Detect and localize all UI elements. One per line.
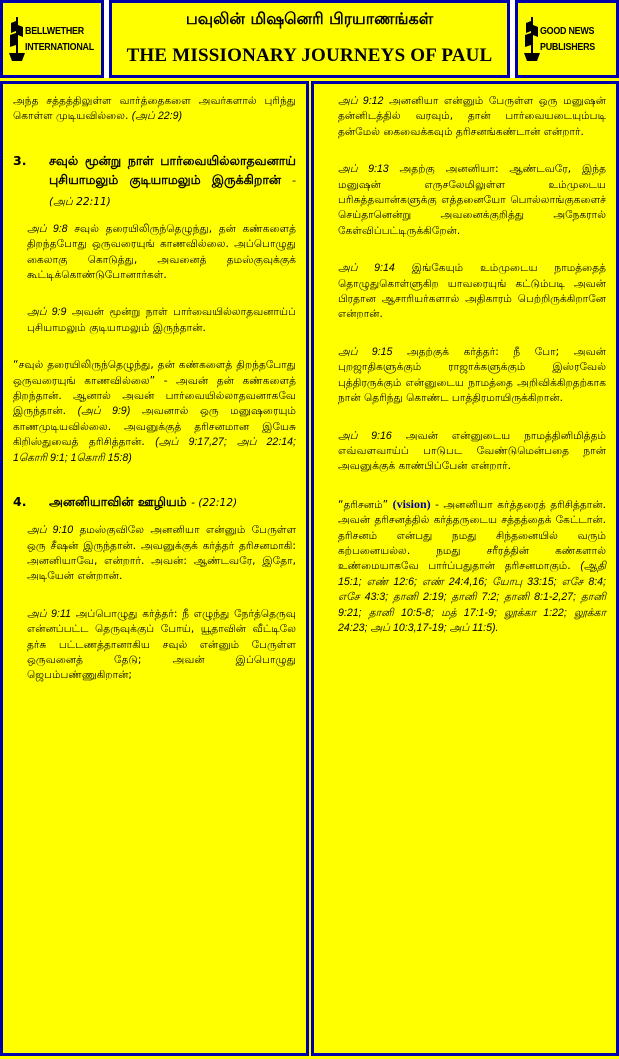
publisher-logo-right xyxy=(515,0,619,78)
verse-paragraph: அப் 9:8 சவுல் தரையிலிருந்தெழுந்து, தன் கண்களைத் திறந்தபோது ஒருவரையுங் காணவில்லை. அப்பொழுது கைலாகு கொடுத்து, அவனைத் தமஸ்குவுக்குக் கூட்டிக்கொண்டுபோனார்கள். xyxy=(27,222,296,282)
verse-ref: அப் 9:11 xyxy=(27,607,71,620)
verse-ref: அப் 9:10 xyxy=(27,524,74,537)
verse-ref: அப் 9:14 xyxy=(338,262,395,275)
left-column xyxy=(0,81,309,1056)
verse-ref: அப் 9:12 xyxy=(338,95,384,107)
verse-ref: (அப் 9:9) xyxy=(77,405,131,418)
verse-ref: (அப் 22:9) xyxy=(131,110,183,123)
ship-icon xyxy=(9,15,25,63)
verse-ref: - (அப் 22:11) xyxy=(49,174,296,208)
section-number: 4. xyxy=(13,494,27,510)
verse-paragraph: அப் 9:9 அவன் மூன்று நாள் பார்வையில்லாதவனாய்ப் புசியாமலும் குடியாமலும் இருந்தான். xyxy=(27,306,297,334)
bellwether-logo xyxy=(9,15,99,67)
verse-ref: - (22:12) xyxy=(191,497,238,510)
right-column xyxy=(311,81,619,1056)
header xyxy=(0,0,619,78)
verse-refs: (ஆதி 15:1; எண் 12:6; எண் 24:4,16; யோபு 33:15; எசே 8:4; எசே 43:3; தானி 2:19; தானி 7:2; தானி 8:1-2,27; தானி 9:21; தானி 10:5-8; மத் 17:1-9; லூக்கா 1:22; லூக்கா 24:23; அப் 10:3,17-19; அப் 11:5). xyxy=(338,560,606,634)
verse-ref: அப் 9:13 xyxy=(338,163,389,176)
verse-paragraph: அப் 9:11 அப்பொழுது கர்த்தர்: நீ எழுந்து நேர்த்தெருவு என்னப்பட்ட தெருவுக்குப் போய், யூதாவின் வீட்டிலே தர்சு பட்டணத்தானாகிய சவுல் என்னும் பேருள்ள ஒருவனைத் தேடு; அவன் இப்பொழுது ஜெபம்பண்ணுகிறான்; xyxy=(27,607,296,682)
ship-icon xyxy=(524,15,540,63)
logo-line1: GOOD NEWS xyxy=(540,25,595,37)
section-number: 3. xyxy=(13,152,27,168)
vision-term: (vision) xyxy=(392,496,431,511)
section-title: சவுல் மூன்று நாள் பார்வையில்லாதவனாய் புசியாமலும் குடியாமலும் இருக்கிறான் xyxy=(49,152,296,187)
verse-paragraph: அப் 9:12 அனனியா என்னும் பேருள்ள ஒரு மனுஷன் தன்னிடத்தில் வரவும், தான் பார்வையடையும்படி தன்மேல் கைவைக்கவும் தரிசனங்கண்டான் என்றார். xyxy=(338,95,607,138)
verse-paragraph: அப் 9:10 தமஸ்குவிலே அனனியா என்னும் பேருள்ள ஒரு சீஷன் இருந்தான். அவனுக்குக் கர்த்தர் தரிசனமாகி: அனனியாவே, என்றார். அவன்: ஆண்டவரே, இதோ, அடியேன் என்றான். xyxy=(27,524,296,583)
page-title-tamil: பவுலின் மிஷனெரி பிரயாணங்கள் xyxy=(185,9,434,28)
section-heading-4 xyxy=(13,492,296,513)
page-title-english: THE MISSIONARY JOURNEYS OF PAUL xyxy=(126,45,493,66)
intro-paragraph: அந்த சத்தத்திலுள்ள வார்த்தைகளை அவர்களால் புரிந்து கொள்ள முடியவில்லை. (அப் 22:9) xyxy=(13,95,296,123)
verse-paragraph: அப் 9:14 இங்கேயும் உம்முடைய நாமத்தைத் தொழுதுகொள்ளுகிற யாவரையுங் கட்டும்படி அவன் பிரதான ஆசாரியர்களால் அதிகாரம் பெற்றிருக்கிறானே என்றான். xyxy=(338,262,607,321)
section-heading-3 xyxy=(13,151,296,212)
section-title: அனனியாவின் ஊழியம் xyxy=(49,494,187,510)
verse-ref: அப் 9:15 xyxy=(338,345,393,358)
good-news-logo xyxy=(524,15,614,67)
verse-ref: (அப் 9:17,27; அப் 22:14; 1கொரி 9:1; 1கொரி 15:8) xyxy=(13,436,296,464)
commentary-paragraph: “சவுல் தரையிலிருந்தெழுந்து, தன் கண்களைத் திறந்தபோது ஒருவரையுங் காணவில்லை” - அவன் தன் கண்களைத் திறந்தான். ஆனால் அவன் பார்வையில்லாதவனாகவே இருந்தான். (அப் 9:9) அவனால் ஒரு மனுஷரையும் காணமுடியவில்லை. அவனுக்குத் தரிசனமான இயேசு கிறிஸ்துவைத் தரிசித்தான். (அப் 9:17,27; அப் 22:14; 1கொரி 9:1; 1கொரி 15:8) xyxy=(13,359,297,464)
title-box xyxy=(109,0,510,78)
verse-ref: அப் 9:8 xyxy=(27,222,68,235)
logo-line1: BELLWETHER xyxy=(25,25,84,37)
verse-ref: அப் 9:9 xyxy=(27,306,67,319)
verse-paragraph: அப் 9:15 அதற்குக் கர்த்தர்: நீ போ; அவன் புறஜாதிகளுக்கும் ராஜாக்களுக்கும் இஸ்ரவேல் புத்திரருக்கும் என்னுடைய நாமத்தை அறிவிக்கிறதற்காக நான் தெரிந்து கொண்ட பாத்திரமாயிருக்கிறான். xyxy=(338,345,606,405)
verse-ref: அப் 9:16 xyxy=(338,429,392,442)
publisher-logo-left xyxy=(0,0,104,78)
logo-line2: PUBLISHERS xyxy=(540,41,595,53)
verse-paragraph: அப் 9:16 அவன் என்னுடைய நாமத்தினிமித்தம் எவ்வளவாய்ப் பாடுபட வேண்டுமென்பதை நான் அவனுக்குக் காண்பிப்பேன் என்றார். xyxy=(338,429,606,473)
verse-paragraph: அப் 9:13 அதற்கு அனனியா: ஆண்டவரே, இந்த மனுஷன் எருசலேமிலுள்ள உம்முடைய பரிசுத்தவான்களுக்கு எத்தனையோ பொல்லாங்குகளைச் செய்தானென்று அவனைக்குறித்து அநேகரால் கேள்விப்பட்டிருக்கிறேன். xyxy=(338,163,606,237)
logo-line2: INTERNATIONAL xyxy=(25,41,94,53)
commentary-paragraph: “தரிசனம்” (vision) - அனனியா கர்த்தரைத் தரிசித்தான். அவன் தரிசனத்தில் கர்த்தருடைய சத்தத்தைக் கேட்டான். தரிசனம் என்பது நமது சிந்தனையில் வரும் கற்பனையல்ல. நமது சரீரத்தின் கண்களால் உண்மையாகவே பார்ப்பதுதான் தரிசனமாகும். (ஆதி 15:1; எண் 12:6; எண் 24:4,16; யோபு 33:15; எசே 8:4; எசே 43:3; தானி 2:19; தானி 7:2; தானி 8:1-2,27; தானி 9:21; தானி 10:5-8; மத் 17:1-9; லூக்கா 1:22; லூக்கா 24:23; அப் 10:3,17-19; அப் 11:5). xyxy=(338,496,606,634)
